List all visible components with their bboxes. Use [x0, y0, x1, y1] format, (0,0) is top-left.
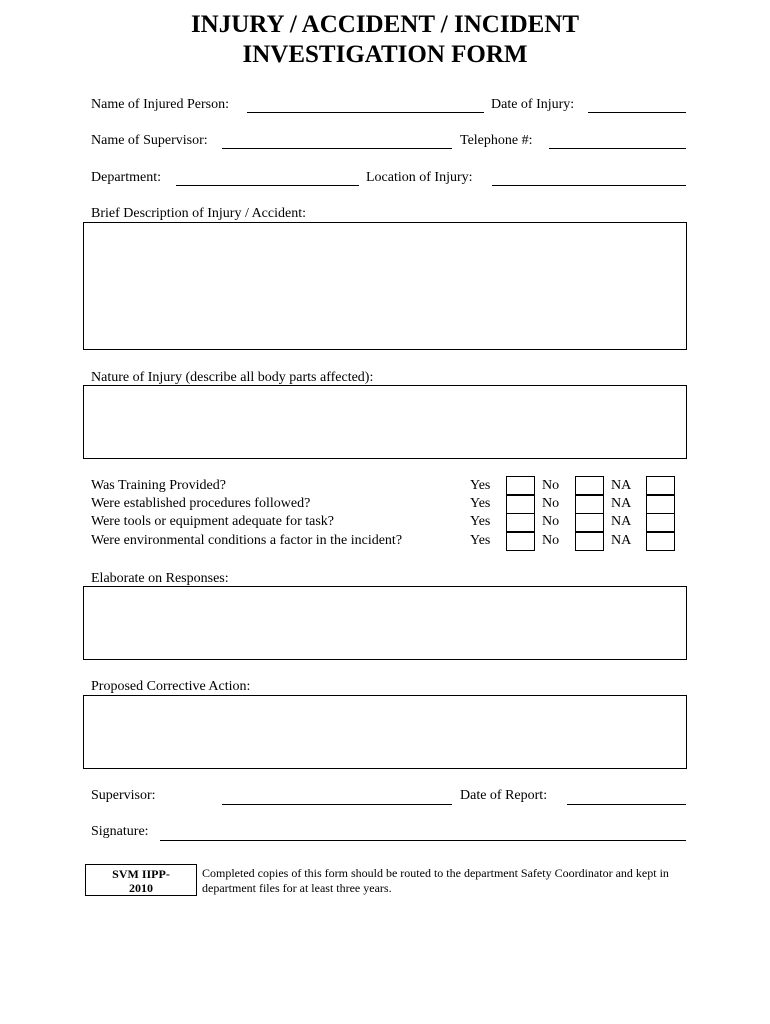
no-label: No: [542, 478, 560, 493]
na-label: NA: [611, 514, 632, 529]
yes-checkbox[interactable]: [506, 495, 535, 514]
yes-label: Yes: [470, 496, 491, 511]
injured-person-label: Name of Injured Person:: [91, 97, 230, 112]
corrective-label: Proposed Corrective Action:: [91, 679, 251, 694]
no-checkbox[interactable]: [575, 476, 604, 495]
location-label: Location of Injury:: [366, 170, 473, 185]
form-code-badge: [85, 864, 197, 896]
date-of-report-label: Date of Report:: [460, 788, 548, 803]
telephone-label: Telephone #:: [460, 133, 533, 148]
na-checkbox[interactable]: [646, 476, 675, 495]
yes-checkbox[interactable]: [506, 532, 535, 551]
na-checkbox[interactable]: [646, 532, 675, 551]
elaborate-label: Elaborate on Responses:: [91, 571, 229, 586]
elaborate-textarea[interactable]: [83, 586, 687, 660]
yes-label: Yes: [470, 533, 491, 548]
yes-label: Yes: [470, 478, 491, 493]
signature-field[interactable]: [160, 840, 686, 841]
question-training: Was Training Provided?: [91, 478, 226, 493]
date-of-injury-field[interactable]: [588, 112, 686, 113]
yes-checkbox[interactable]: [506, 476, 535, 495]
no-label: No: [542, 496, 560, 511]
supervisor-name-label: Name of Supervisor:: [91, 133, 208, 148]
badge-line-1: SVM IIPP-: [112, 867, 170, 881]
na-label: NA: [611, 533, 632, 548]
location-field[interactable]: [492, 185, 686, 186]
title-line-1: INJURY / ACCIDENT / INCIDENT: [190, 11, 580, 38]
corrective-textarea[interactable]: [83, 695, 687, 769]
na-label: NA: [611, 478, 632, 493]
no-label: No: [542, 514, 560, 529]
question-tools: Were tools or equipment adequate for task?: [91, 514, 335, 529]
no-checkbox[interactable]: [575, 532, 604, 551]
title-line-2: INVESTIGATION FORM: [242, 41, 528, 68]
supervisor-field[interactable]: [222, 804, 452, 805]
na-checkbox[interactable]: [646, 513, 675, 532]
supervisor-name-field[interactable]: [222, 148, 452, 149]
department-field[interactable]: [176, 185, 359, 186]
yes-checkbox[interactable]: [506, 513, 535, 532]
no-checkbox[interactable]: [575, 495, 604, 514]
department-label: Department:: [91, 170, 161, 185]
date-of-injury-label: Date of Injury:: [491, 97, 575, 112]
nature-textarea[interactable]: [83, 385, 687, 459]
yes-label: Yes: [470, 514, 491, 529]
description-label: Brief Description of Injury / Accident:: [91, 206, 306, 221]
na-label: NA: [611, 496, 632, 511]
signature-label: Signature:: [91, 824, 149, 839]
question-environment: Were environmental conditions a factor in the incident?: [91, 533, 403, 548]
telephone-field[interactable]: [549, 148, 686, 149]
no-label: No: [542, 533, 560, 548]
no-checkbox[interactable]: [575, 513, 604, 532]
date-of-report-field[interactable]: [567, 804, 686, 805]
routing-note: Completed copies of this form should be routed to the department Safety Coordinator and kept in department files for at least three years.: [202, 866, 669, 895]
nature-label: Nature of Injury (describe all body parts affected):: [91, 370, 374, 385]
injured-person-field[interactable]: [247, 112, 484, 113]
na-checkbox[interactable]: [646, 495, 675, 514]
description-textarea[interactable]: [83, 222, 687, 350]
supervisor-label: Supervisor:: [91, 788, 156, 803]
question-procedures: Were established procedures followed?: [91, 496, 311, 511]
badge-line-2: 2010: [129, 881, 153, 895]
